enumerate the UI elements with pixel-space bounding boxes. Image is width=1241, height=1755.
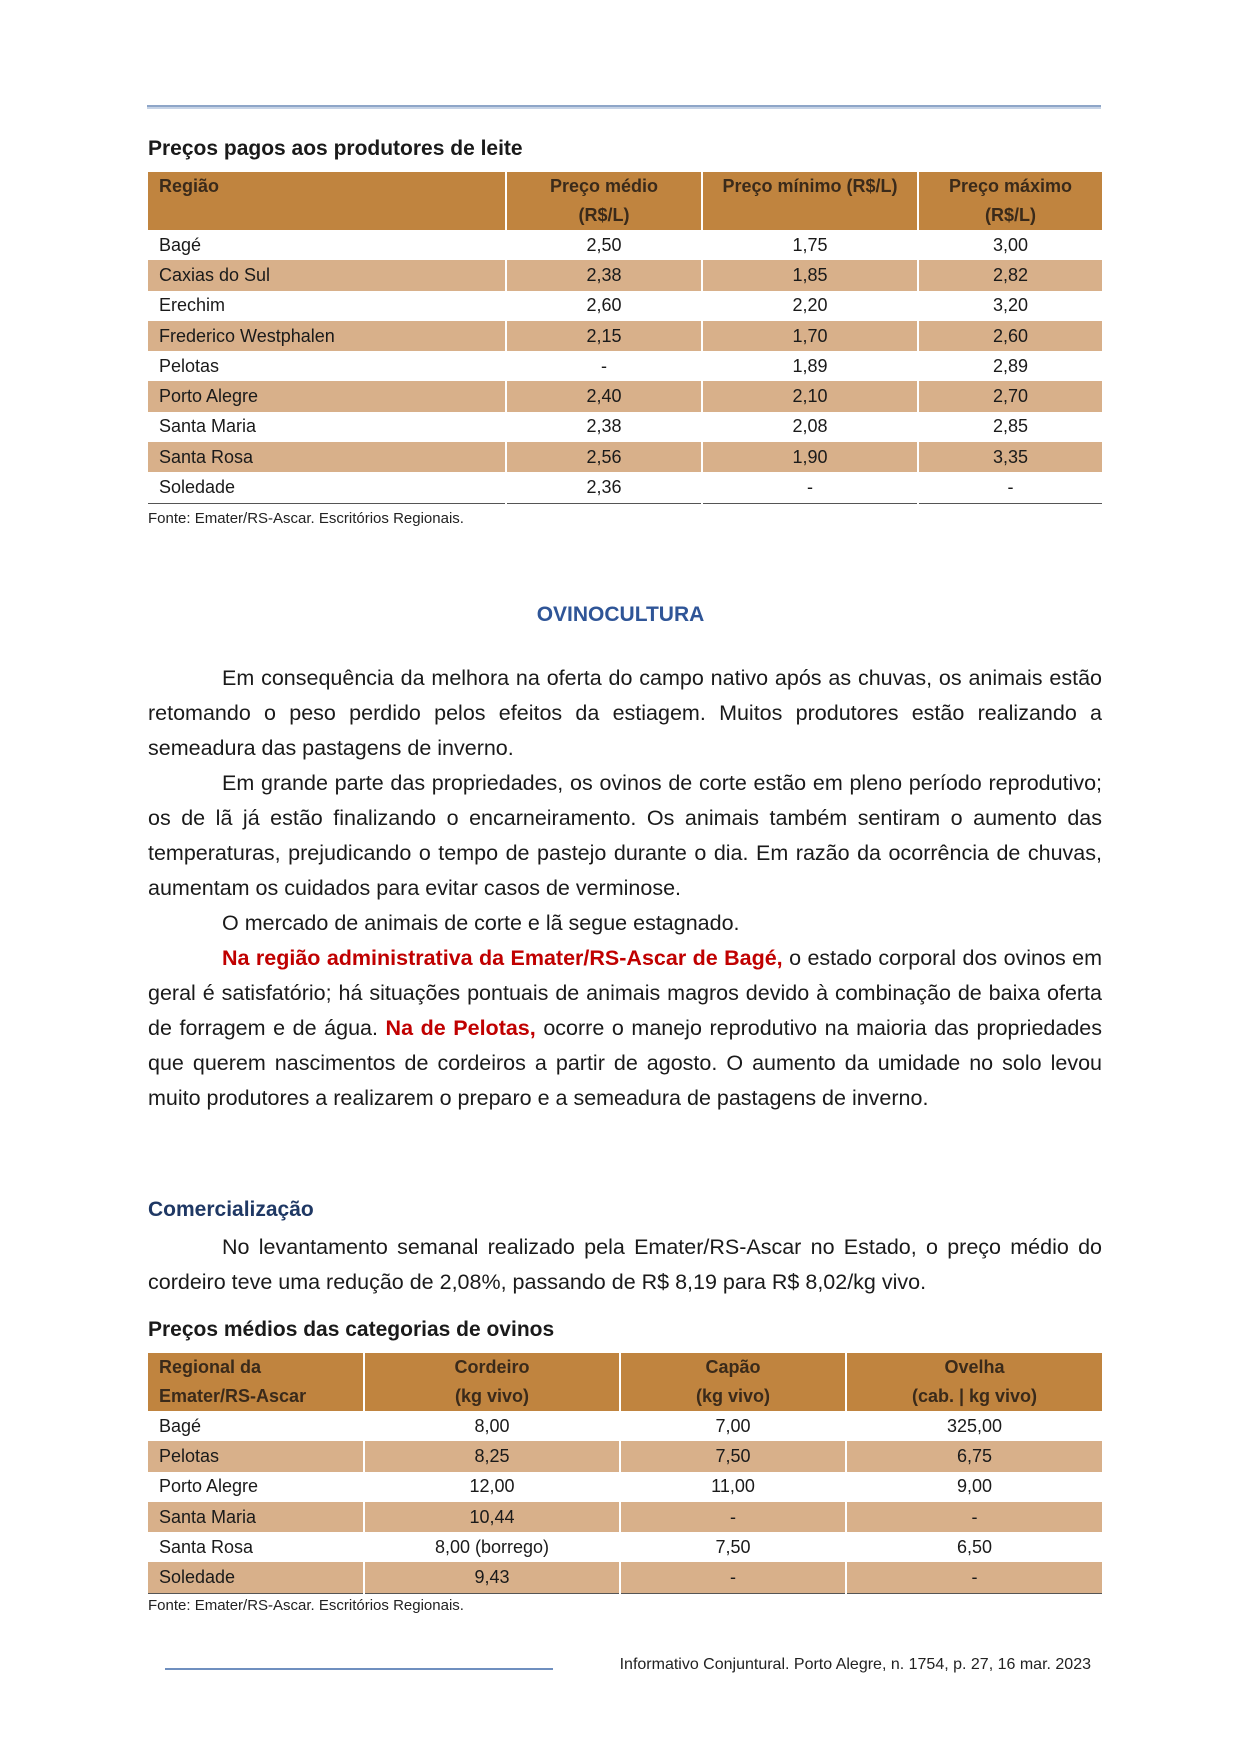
value-cell: 9,00: [956, 1476, 993, 1497]
row-label-cell: Bagé: [148, 1411, 364, 1441]
value-cell: 2,38: [506, 412, 702, 442]
section-title: OVINOCULTURA: [536, 603, 705, 626]
value-cell: 7,50: [620, 1441, 846, 1471]
header-rule: [147, 105, 1101, 107]
table-row: [148, 1472, 1102, 1502]
value-cell: 3,00: [992, 234, 1029, 255]
value-cell: 2,85: [992, 416, 1029, 437]
table-header-row: [148, 1353, 1102, 1411]
sheep-prices-table: [148, 1353, 1102, 1594]
table-row: [148, 472, 1102, 503]
highlight-text: Na de Pelotas,: [385, 1016, 536, 1040]
row-label-cell: Frederico Westphalen: [148, 321, 506, 351]
value-cell: -: [846, 1562, 1102, 1593]
table-row: [148, 1411, 1102, 1441]
value-cell: 2,40: [506, 381, 702, 411]
value-cell: 6,75: [846, 1441, 1102, 1471]
table-row: [148, 412, 1102, 442]
table-row: [148, 321, 1102, 351]
table-header-row: [148, 172, 1102, 230]
paragraph: O mercado de animais de corte e lã segue estagnado.: [222, 911, 740, 935]
col-header-cordeiro: Cordeiro (kg vivo): [364, 1353, 620, 1411]
value-cell: 2,70: [918, 381, 1102, 411]
row-label-cell: Santa Rosa: [148, 1532, 364, 1562]
value-cell: 2,89: [992, 355, 1029, 376]
value-cell: 1,75: [702, 230, 918, 260]
subheading: Comercialização: [148, 1198, 314, 1221]
value-cell: 3,35: [918, 442, 1102, 472]
value-cell: 10,44: [364, 1502, 620, 1532]
col-header-capao: Capão (kg vivo): [620, 1353, 846, 1411]
table-row: [148, 230, 1102, 260]
value-cell: 8,00: [364, 1411, 620, 1441]
value-cell: -: [506, 351, 702, 381]
commerce-body: [148, 1230, 1102, 1300]
value-cell: -: [702, 472, 918, 503]
value-cell: 11,00: [620, 1472, 846, 1502]
paragraph: No levantamento semanal realizado pela Emater/RS-Ascar no Estado, o preço médio do cordeiro teve uma redução de 2,08%, passando de R$ 8,19 para R$ 8,02/kg vivo.: [148, 1235, 1102, 1294]
col-header-max-price: Preço máximo (R$/L): [918, 172, 1102, 230]
row-label-cell: Bagé: [148, 230, 506, 260]
section-body: [148, 661, 1102, 1116]
table-row: [148, 291, 1102, 321]
paragraph: Em grande parte das propriedades, os ovinos de corte estão em pleno período reprodutivo; os de lã já estão finalizando o encarneiramento. Os animais também sentiram o aumento das temperaturas, prejudicando o tempo de pastejo durante o dia. Em razão da ocorrência de chuvas, aumentam os cuidados para evitar casos de verminose.: [148, 771, 1102, 900]
col-header-min-price: Preço mínimo (R$/L): [702, 172, 918, 230]
value-cell: 2,60: [506, 291, 702, 321]
value-cell: -: [918, 472, 1102, 503]
paragraph: Em consequência da melhora na oferta do campo nativo após as chuvas, os animais estão retomando o peso perdido pelos efeitos da estiagem. Muitos produtores estão realizando a semeadura das pastagens de inverno.: [148, 666, 1102, 760]
row-label-cell: Pelotas: [148, 351, 506, 381]
row-label-cell: Santa Rosa: [148, 442, 506, 472]
table-row: [148, 442, 1102, 472]
row-label-cell: Porto Alegre: [148, 1472, 364, 1502]
row-label-cell: Erechim: [148, 291, 506, 321]
value-cell: 2,56: [506, 442, 702, 472]
value-cell: 2,20: [702, 291, 918, 321]
row-label-cell: Santa Maria: [148, 412, 506, 442]
col-header-regional: Regional da Emater/RS-Ascar: [148, 1353, 364, 1411]
col-header-region: Região: [148, 172, 506, 230]
value-cell: 6,50: [956, 1536, 993, 1557]
value-cell: 2,15: [506, 321, 702, 351]
value-cell: 1,85: [702, 260, 918, 290]
value-cell: 2,82: [918, 260, 1102, 290]
value-cell: 2,10: [702, 381, 918, 411]
highlight-text: Na região administrativa da Emater/RS-Ascar de Bagé,: [222, 946, 783, 970]
milk-prices-table: [148, 172, 1102, 504]
milk-prices-table-title: Preços pagos aos produtores de leite: [148, 137, 523, 160]
page-footer: Informativo Conjuntural. Porto Alegre, n. 1754, p. 27, 16 mar. 2023: [619, 1656, 1091, 1673]
row-label-cell: Caxias do Sul: [148, 260, 506, 290]
value-cell: 2,36: [506, 472, 702, 503]
value-cell: 1,70: [702, 321, 918, 351]
value-cell: 12,00: [364, 1472, 620, 1502]
row-label-cell: Porto Alegre: [148, 381, 506, 411]
value-cell: -: [620, 1562, 846, 1593]
milk-table-source: Fonte: Emater/RS-Ascar. Escritórios Regionais.: [148, 510, 464, 527]
footer-rule: [165, 1668, 553, 1670]
value-cell: 7,50: [620, 1532, 846, 1562]
value-cell: 2,08: [702, 412, 918, 442]
value-cell: 325,00: [946, 1415, 1003, 1436]
table-row: [148, 1562, 1102, 1593]
value-cell: 7,00: [620, 1411, 846, 1441]
value-cell: 2,60: [918, 321, 1102, 351]
col-header-avg-price: Preço médio (R$/L): [506, 172, 702, 230]
row-label-cell: Soledade: [148, 472, 506, 503]
value-cell: 1,90: [702, 442, 918, 472]
table-row: [148, 1441, 1102, 1471]
table-row: [148, 260, 1102, 290]
table-row: [148, 1502, 1102, 1532]
value-cell: 1,89: [702, 351, 918, 381]
sheep-table-source: Fonte: Emater/RS-Ascar. Escritórios Regionais.: [148, 1597, 464, 1614]
sheep-prices-table-title: Preços médios das categorias de ovinos: [148, 1318, 555, 1341]
row-label-cell: Pelotas: [148, 1441, 364, 1471]
value-cell: -: [620, 1502, 846, 1532]
value-cell: 8,25: [364, 1441, 620, 1471]
value-cell: -: [846, 1502, 1102, 1532]
table-row: [148, 351, 1102, 381]
value-cell: 9,43: [364, 1562, 620, 1593]
table-row: [148, 1532, 1102, 1562]
paragraph: Na região administrativa da Emater/RS-Ascar de Bagé, o estado corporal dos ovinos em geral é satisfatório; há situações pontuais de animais magros devido à combinação de baixa oferta de forragem e de água. Na de Pelotas, ocorre o manejo reprodutivo na maioria das propriedades que querem nascimentos de cordeiros a partir de agosto. O aumento da umidade no solo levou muito produtores a realizarem o preparo e a semeadura de pastagens de inverno.: [148, 946, 1102, 1110]
row-label-cell: Santa Maria: [148, 1502, 364, 1532]
value-cell: 2,50: [506, 230, 702, 260]
table-row: [148, 381, 1102, 411]
value-cell: 8,00 (borrego): [364, 1532, 620, 1562]
value-cell: 3,20: [992, 295, 1029, 316]
row-label-cell: Soledade: [148, 1562, 364, 1593]
col-header-ovelha: Ovelha (cab. | kg vivo): [846, 1353, 1102, 1411]
value-cell: 2,38: [506, 260, 702, 290]
